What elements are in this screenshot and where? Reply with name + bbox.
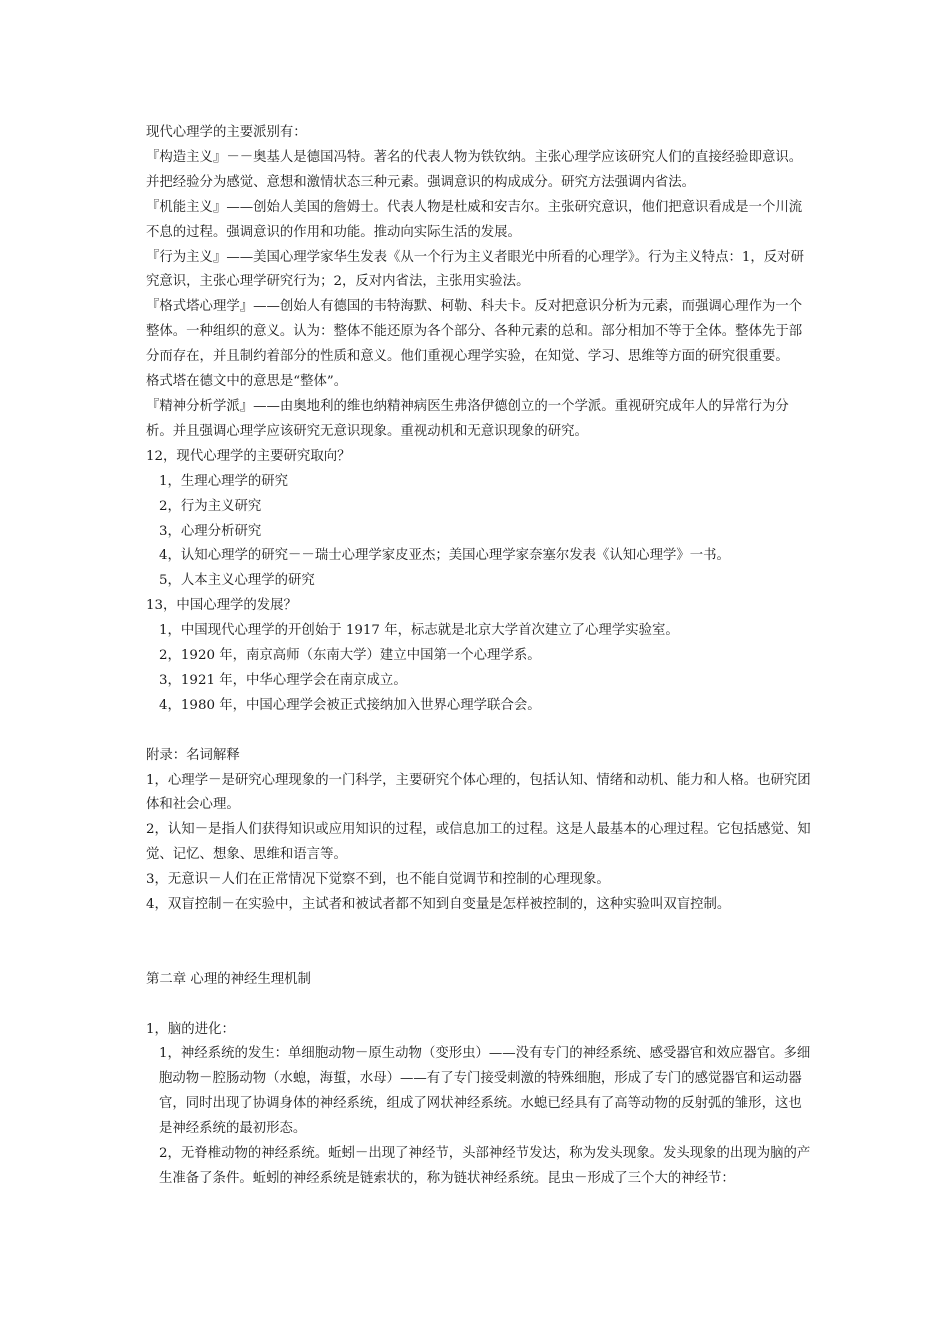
list-item: 3，1921 年，中华心理学会在南京成立。 [159, 672, 407, 688]
list-item: 1，生理心理学的研究 [159, 473, 289, 489]
definition-item: 2，认知－是指人们获得知识或应用知识的过程，或信息加工的过程。这是人最基本的心理过程。它包括感觉、知觉、记忆、想象、思维和语言等。 [146, 822, 811, 863]
spacer [146, 719, 814, 744]
chapter-title: 第二章 心理的神经生理机制 [146, 971, 311, 987]
list-item: 4，认知心理学的研究－－瑞士心理学家皮亚杰；美国心理学家奈塞尔发表《认知心理学》一书。 [159, 548, 730, 564]
list-item: 5，人本主义心理学的研究 [159, 573, 315, 589]
document-body [146, 121, 814, 1192]
definition-item: 3，无意识－人们在正常情况下觉察不到，也不能自觉调节和控制的心理现象。 [146, 872, 610, 888]
section-heading: 现代心理学的主要派别有： [146, 125, 307, 140]
list-item: 2，行为主义研究 [159, 498, 262, 514]
chapter-question: 1，脑的进化： [146, 1021, 235, 1037]
spacer [146, 918, 814, 968]
gestalt-note: 格式塔在德文中的意思是“整体”。 [146, 374, 348, 390]
school-gestalt: 『格式塔心理学』——创始人有德国的韦特海默、柯勒、科夫卡。反对把意识分析为元素，而强调心理作为一个整体。一种组织的意义。认为：整体不能还原为各个部分、各种元素的总和。部分相加不等于全体。整体先于部分而存在，并且制约着部分的性质和意义。他们重视心理学实验，在知觉、学习、思维等方面的研究很重要。 [146, 299, 803, 365]
list-item: 1，中国现代心理学的开创始于 1917 年，标志就是北京大学首次建立了心理学实验室。 [159, 623, 679, 639]
school-functionalism: 『机能主义』——创始人美国的詹姆士。代表人物是杜威和安吉尔。主张研究意识，他们把意识看成是一个川流不息的过程。强调意识的作用和功能。推动向实际生活的发展。 [146, 199, 803, 240]
school-behaviorism: 『行为主义』——美国心理学家华生发表《从一个行为主义者眼光中所看的心理学》。行为主义特点：1，反对研究意识，主张心理学研究行为；2，反对内省法，主张用实验法。 [146, 249, 804, 290]
spacer [146, 993, 814, 1018]
question-13: 13，中国心理学的发展？ [146, 598, 297, 614]
definition-item: 1，心理学－是研究心理现象的一门科学，主要研究个体心理的，包括认知、情绪和动机、能力和人格。也研究团体和社会心理。 [146, 772, 811, 813]
list-item: 4，1980 年，中国心理学会被正式接纳加入世界心理学联合会。 [159, 697, 541, 713]
paragraph: 2，无脊椎动物的神经系统。蚯蚓－出现了神经节，头部神经节发达，称为发头现象。发头现象的出现为脑的产生准备了条件。蚯蚓的神经系统是链索状的，称为链状神经系统。昆虫－形成了三个大的神经节： [159, 1146, 811, 1187]
question-12: 12，现代心理学的主要研究取向？ [146, 448, 351, 464]
school-structuralism: 『构造主义』－－奥基人是德国冯特。著名的代表人物为铁钦纳。主张心理学应该研究人们的直接经验即意识。并把经验分为感觉、意想和激情状态三种元素。强调意识的构成成分。研究方法强调内省法。 [146, 149, 803, 190]
list-item: 3，心理分析研究 [159, 523, 262, 539]
appendix-title: 附录：名词解释 [146, 747, 240, 763]
definition-item: 4，双盲控制－在实验中，主试者和被试者都不知到自变量是怎样被控制的，这种实验叫双盲控制。 [146, 897, 731, 913]
list-item: 2，1920 年，南京高师（东南大学）建立中国第一个心理学系。 [159, 648, 541, 664]
paragraph: 1，神经系统的发生：单细胞动物－原生动物（变形虫）——没有专门的神经系统、感受器官和效应器官。多细胞动物－腔肠动物（水螅，海蜇，水母）——有了专门接受刺激的特殊细胞，形成了专门的感觉器官和运动器官，同时出现了协调身体的神经系统，组成了网状神经系统。水螅已经具有了高等动物的反射弧的雏形，这也是神经系统的最初形态。 [159, 1046, 811, 1137]
school-psychoanalysis: 『精神分析学派』——由奥地利的维也纳精神病医生弗洛伊德创立的一个学派。重视研究成年人的异常行为分析。并且强调心理学应该研究无意识现象。重视动机和无意识现象的研究。 [146, 398, 789, 439]
